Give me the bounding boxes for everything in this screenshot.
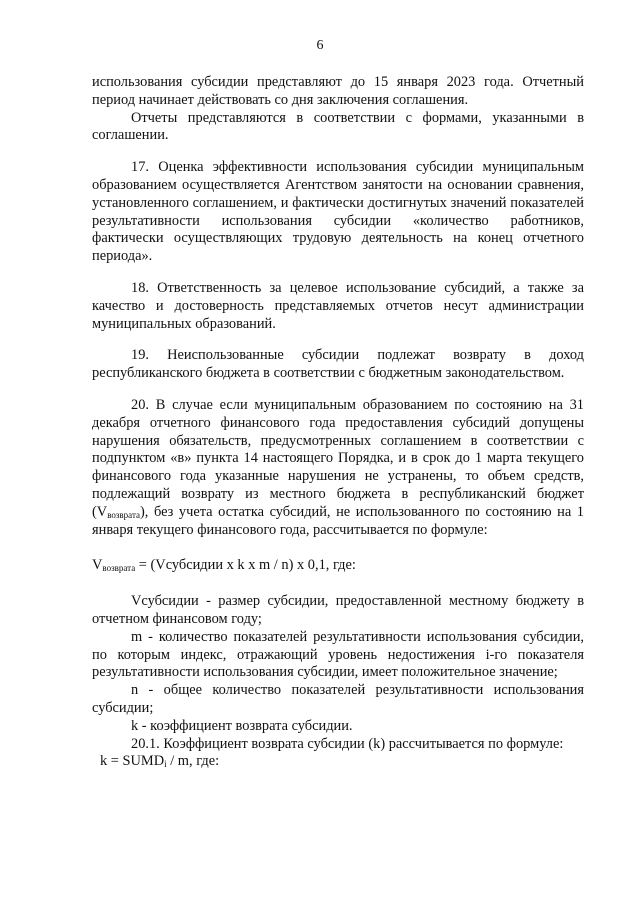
paragraph-20-text-b: ), без учета остатка субсидий, не использованного по состоянию на 1 января текущего финансового года, рассчитывается по формуле:	[92, 503, 584, 538]
paragraph-18: 18. Ответственность за целевое использование субсидий, а также за качество и достоверность представляемых отчетов несут администрации муниципальных образований.	[92, 279, 584, 332]
formula-k-text-b: / m, где:	[166, 753, 220, 770]
document-body	[92, 74, 584, 771]
formula-k	[92, 753, 584, 771]
formula-return-volume	[92, 557, 584, 575]
page-number: 6	[316, 38, 324, 53]
formula-k-text-a: k = SUMD	[100, 753, 165, 770]
formula-v-subscript: возврата	[102, 563, 136, 574]
definition-n: n - общее количество показателей результативности использования субсидии;	[92, 682, 584, 716]
definition-k: k - коэффициент возврата субсидии.	[131, 717, 353, 734]
paragraph-reporting-deadline: использования субсидии представляют до 15 января 2023 года. Отчетный период начинает действовать со дня заключения соглашения.	[92, 74, 584, 108]
formula-v: V	[92, 557, 103, 574]
paragraph-20-subscript: возврата	[107, 509, 140, 520]
paragraph-report-forms: Отчеты представляются в соответствии с формами, указанными в соглашении.	[92, 109, 584, 144]
paragraph-19: 19. Неиспользованные субсидии подлежат возврату в доход республиканского бюджета в соответствии с бюджетным законодательством.	[92, 347, 584, 382]
paragraph-17: 17. Оценка эффективности использования субсидии муниципальным образованием осуществляется Агентством занятости на основании сравнения, установленного соглашением, и фактически достигнутых значений показателей результативности использования субсидии «количество работников, фактически осуществляющих трудовую деятельность на конец отчетного периода».	[92, 159, 584, 265]
paragraph-20-1: 20.1. Коэффициент возврата субсидии (k) рассчитывается по формуле:	[131, 735, 564, 752]
definition-m: m - количество показателей результативности использования субсидии, по которым индекс, отражающий уровень недостижения i-го показателя результативности использования субсидии, имеет положительное значение;	[92, 628, 584, 681]
formula-expression: = (Vсубсидии x k x m / n) x 0,1, где:	[135, 557, 356, 574]
formula-k-subscript: i	[164, 759, 167, 770]
paragraph-20-text-a: 20. В случае если муниципальным образованием по состоянию на 31 декабря отчетного финансового года предоставления субсидий допущены нарушения обязательств, предусмотренных соглашением в соответствии с подпунктом «в» пункта 14 настоящего Порядка, и в срок до 1 марта текущего финансового года указанные нарушения не устранены, то объем средств, подлежащий возврату из местного бюджета в республиканский бюджет (V	[92, 396, 584, 520]
definition-v-subsidy: Vсубсидии - размер субсидии, предоставленной местному бюджету в отчетном финансовом году;	[92, 593, 584, 627]
paragraph-20	[92, 397, 584, 539]
